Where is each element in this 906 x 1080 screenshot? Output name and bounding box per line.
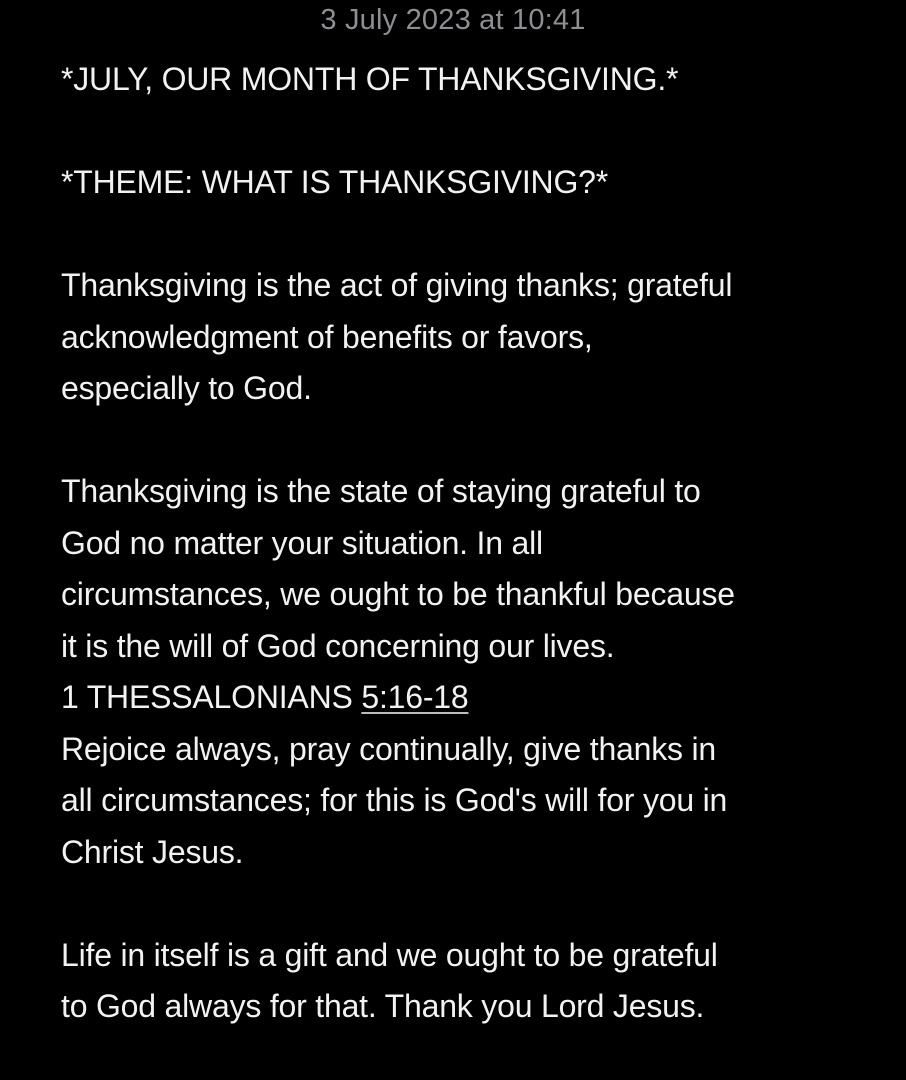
note-body[interactable] bbox=[61, 54, 891, 1033]
paragraph-2-line-3: circumstances, we ought to be thankful because bbox=[61, 576, 735, 612]
blank-line bbox=[61, 415, 891, 467]
paragraph-2-line-2: God no matter your situation. In all bbox=[61, 524, 543, 561]
blank-line bbox=[61, 209, 891, 261]
scripture-line-2: all circumstances; for this is God's will for you in bbox=[61, 782, 728, 818]
paragraph-1-line-2: acknowledgment of benefits or favors, bbox=[61, 318, 593, 355]
scripture-book: 1 THESSALONIANS bbox=[61, 679, 353, 715]
scripture-verse-link[interactable]: 5:16-18 bbox=[361, 679, 469, 715]
paragraph-1-line-3: especially to God. bbox=[61, 370, 312, 406]
blank-line bbox=[61, 878, 891, 930]
paragraph-3-line-2: to God always for that. Thank you Lord Jesus. bbox=[61, 988, 705, 1024]
paragraph-2-line-4: it is the will of God concerning our lives. bbox=[61, 627, 615, 664]
paragraph-2-line-1: Thanksgiving is the state of staying grateful to bbox=[61, 473, 701, 509]
scripture-line-1: Rejoice always, pray continually, give thanks in bbox=[61, 730, 717, 767]
paragraph-1-line-1: Thanksgiving is the act of giving thanks; grateful bbox=[61, 267, 733, 303]
note-date: 3 July 2023 at 10:41 bbox=[320, 4, 586, 36]
blank-line bbox=[61, 106, 891, 158]
scripture-reference-line bbox=[61, 672, 891, 724]
note-theme: *THEME: WHAT IS THANKSGIVING?* bbox=[61, 164, 608, 200]
paragraph-3-line-1: Life in itself is a gift and we ought to be grateful bbox=[61, 936, 718, 973]
note-heading: *JULY, OUR MONTH OF THANKSGIVING.* bbox=[61, 61, 679, 97]
scripture-line-3: Christ Jesus. bbox=[61, 833, 244, 870]
